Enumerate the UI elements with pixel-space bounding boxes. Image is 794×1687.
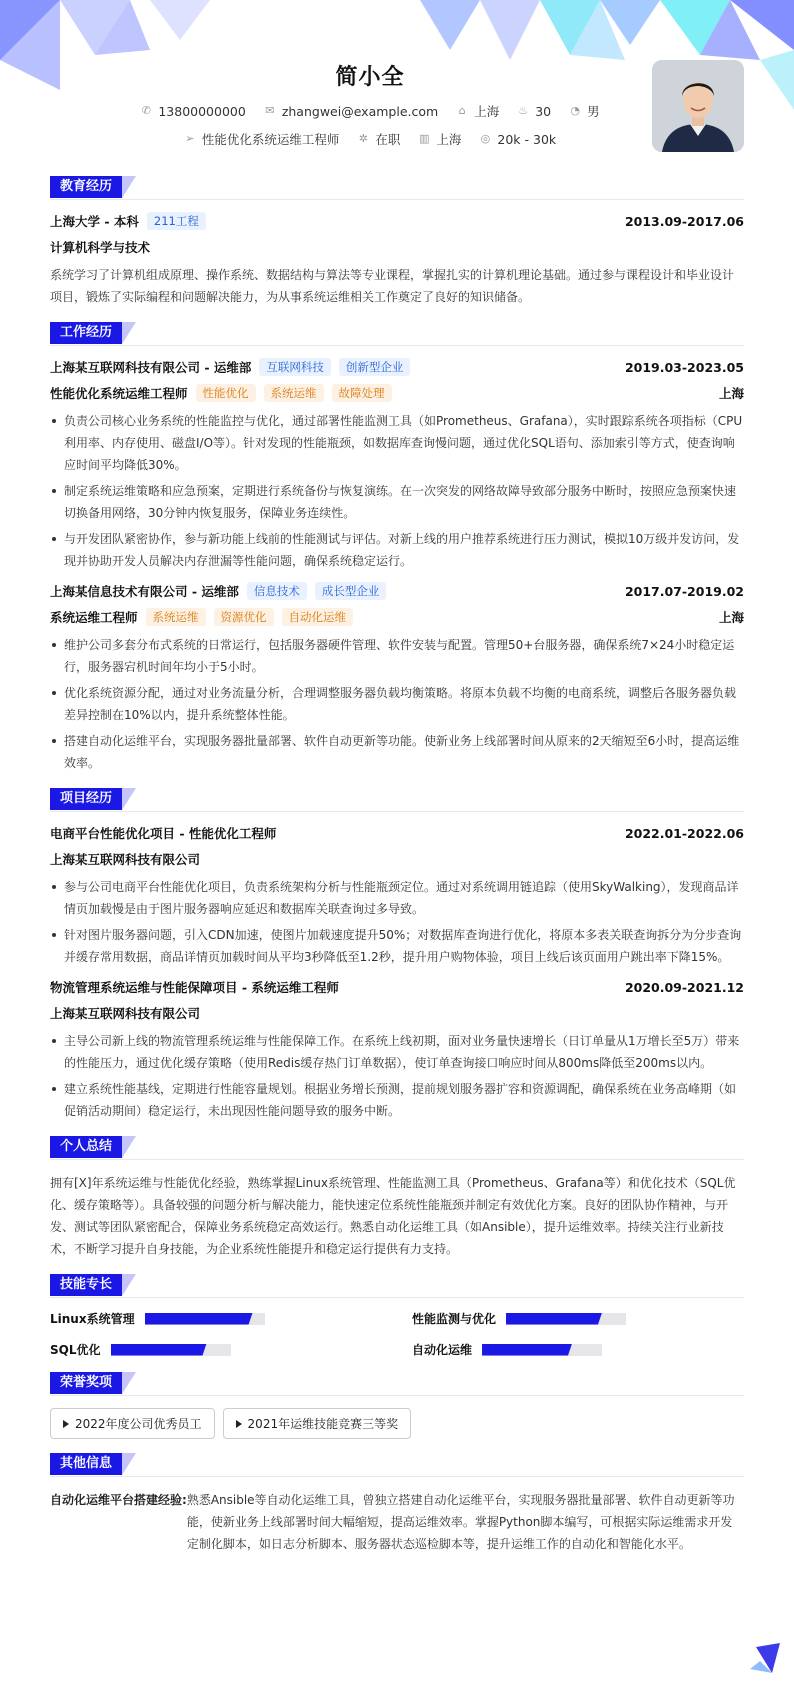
- other-text: 熟悉Ansible等自动化运维工具，曾独立搭建自动化运维平台，实现服务器批量部署、软件自动更新等功能，使新业务上线部署时间大幅缩短，提高运维效率。掌握Python脚本编写，可根据实际运维需求开发定制化脚本，如日志分析脚本、服务器状态巡检脚本等，提升运维工作的自动化和智能化水平。: [186, 1493, 735, 1551]
- phone-item: [140, 102, 245, 120]
- company-name: 上海某信息技术有限公司 - 运维部: [50, 584, 239, 599]
- phone-icon: ✆: [141, 104, 151, 117]
- salary-value: 20k - 30k: [497, 131, 557, 147]
- section-title: 教育经历: [50, 176, 122, 198]
- mail-icon: ✉: [265, 104, 275, 117]
- skill-bar-fill: [145, 1313, 253, 1325]
- skill-item: [412, 1341, 744, 1358]
- school-name: 上海大学 - 本科: [50, 214, 139, 229]
- skill-bar: [482, 1344, 602, 1356]
- job-period: 2019.03-2023.05: [624, 359, 744, 375]
- cake-icon: ♨: [518, 104, 529, 117]
- school-tag: 211工程: [147, 212, 206, 230]
- contact-row: [0, 102, 740, 120]
- city-item: [456, 102, 499, 120]
- avatar: [652, 60, 744, 152]
- resume-body: [50, 176, 744, 1569]
- job-entry: [50, 582, 744, 774]
- home-icon: ⌂: [458, 104, 466, 117]
- section-title: 项目经历: [50, 788, 122, 810]
- email-item: [264, 102, 438, 120]
- section-title: 工作经历: [50, 322, 122, 344]
- job-entry: [50, 358, 744, 572]
- project-period: 2022.01-2022.06: [624, 825, 744, 841]
- company-tag: 信息技术: [247, 582, 307, 600]
- award-item: [50, 1408, 215, 1439]
- project-entry: [50, 824, 744, 968]
- status-item: [357, 130, 400, 148]
- company-tag: 成长型企业: [315, 582, 387, 600]
- skill-tag: 系统运维: [146, 608, 206, 626]
- project-company: 上海某互联网科技有限公司: [50, 852, 201, 867]
- skill-tag: 系统运维: [264, 384, 324, 402]
- project-company: 上海某互联网科技有限公司: [50, 1006, 201, 1021]
- age-value: 30: [535, 103, 552, 119]
- send-icon: ➢: [185, 132, 195, 145]
- skill-item: [50, 1310, 382, 1327]
- project-bullet: 主导公司新上线的物流管理系统运维与性能保障工作。在系统上线初期，面对业务量快速增长（日订单量从1万增长至5万）带来的性能压力，通过优化缓存策略（使用Redis缓存热门订单数据），使订单查询接口响应时间从800ms降低至200ms以内。: [50, 1030, 744, 1074]
- project-bullet: 针对图片服务器问题，引入CDN加速，使图片加载速度提升50%；对数据库查询进行优化，将原本多表关联查询拆分为分步查询并缓存常用数据，商品详情页加载时间从平均3秒降低至1.2秒，提升用户购物体验，项目上线后该页面用户跳出率下降15%。: [50, 924, 744, 968]
- other-label: 自动化运维平台搭建经验:: [50, 1493, 187, 1507]
- money-icon: ◎: [480, 132, 491, 145]
- section-title: 技能专长: [50, 1274, 122, 1296]
- resume-header: [0, 0, 794, 170]
- project-name: 电商平台性能优化项目 - 性能优化工程师: [50, 826, 277, 841]
- phone-value: 13800000000: [158, 103, 246, 119]
- gender-item: [569, 102, 600, 120]
- projects-section: [50, 788, 744, 1122]
- summary-section: [50, 1136, 744, 1260]
- building-icon: ▥: [419, 132, 430, 145]
- skill-bar: [506, 1313, 626, 1325]
- award-name: 2022年度公司优秀员工: [75, 1417, 202, 1431]
- skill-tag: 自动化运维: [282, 608, 354, 626]
- skill-bar-fill: [111, 1344, 207, 1356]
- email-value: zhangwei@example.com: [281, 103, 439, 119]
- gender-value: 男: [587, 104, 600, 119]
- skill-name: SQL优化: [50, 1343, 101, 1357]
- skills-section: [50, 1274, 744, 1358]
- job-period: 2017.07-2019.02: [624, 583, 744, 599]
- award-name: 2021年运维技能竞赛三等奖: [247, 1417, 399, 1431]
- project-bullet: 参与公司电商平台性能优化项目，负责系统架构分析与性能瓶颈定位。通过对系统调用链追踪（使用SkyWalking），发现商品详情页加载慢是由于图片服务器响应延迟和数据库关联查询过多导致。: [50, 876, 744, 920]
- company-tag: 互联网科技: [259, 358, 331, 376]
- target-role-value: 性能优化系统运维工程师: [201, 132, 340, 147]
- education-description: 系统学习了计算机组成原理、操作系统、数据结构与算法等专业课程，掌握扎实的计算机理论基础。通过参与课程设计和毕业设计项目，锻炼了实际编程和问题解决能力，为从事系统运维相关工作奠定了良好的知识储备。: [50, 268, 735, 304]
- work-section: [50, 322, 744, 774]
- job-bullet: 优化系统资源分配，通过对业务流量分析，合理调整服务器负载均衡策略。将原本负载不均衡的电商系统，调整后各服务器负载差异控制在10%以内，提升系统整体性能。: [50, 682, 744, 726]
- section-title: 个人总结: [50, 1136, 122, 1158]
- avatar-portrait: [652, 60, 744, 152]
- skill-item: [50, 1341, 382, 1358]
- target-city-value: 上海: [436, 132, 462, 147]
- section-title: 其他信息: [50, 1453, 122, 1475]
- skill-tag: 资源优化: [214, 608, 274, 626]
- play-icon: [236, 1420, 242, 1428]
- section-title: 荣誉奖项: [50, 1372, 122, 1394]
- company-tag: 创新型企业: [339, 358, 411, 376]
- job-location: 上海: [718, 610, 744, 625]
- job-bullet: 负责公司核心业务系统的性能监控与优化，通过部署性能监测工具（如Prometheus、Grafana），实时跟踪系统各项指标（CPU利用率、内存使用、磁盘I/O等）。针对发现的性能瓶颈，如数据库查询慢问题，通过优化SQL语句、添加索引等方式，使查询响应时间平均降低30%。: [50, 410, 744, 476]
- candidate-name: 简小全: [335, 65, 405, 90]
- skill-name: 自动化运维: [412, 1343, 473, 1357]
- other-section: [50, 1453, 744, 1555]
- skill-item: [412, 1310, 744, 1327]
- job-bullet: 维护公司多套分布式系统的日常运行，包括服务器硬件管理、软件安装与配置。管理50+台服务器，确保系统7×24小时稳定运行，服务器宕机时间年均小于5小时。: [50, 634, 744, 678]
- skill-bar-fill: [506, 1313, 602, 1325]
- job-bullet: 搭建自动化运维平台，实现服务器批量部署、软件自动更新等功能。使新业务上线部署时间从原来的2天缩短至6小时，提高运维效率。: [50, 730, 744, 774]
- education-section: [50, 176, 744, 308]
- major-name: 计算机科学与技术: [50, 240, 151, 255]
- skill-name: Linux系统管理: [50, 1312, 135, 1326]
- skill-bar-fill: [482, 1344, 572, 1356]
- project-bullet: 建立系统性能基线，定期进行性能容量规划。根据业务增长预测，提前规划服务器扩容和资源调配，确保系统在业务高峰期（如促销活动期间）稳定运行，未出现因性能问题导致的服务中断。: [50, 1078, 744, 1122]
- project-entry: [50, 978, 744, 1122]
- skill-tag: 性能优化: [196, 384, 256, 402]
- skill-name: 性能监测与优化: [412, 1312, 497, 1326]
- job-role: 性能优化系统运维工程师: [50, 386, 188, 401]
- gender-icon: ◔: [570, 104, 580, 117]
- education-period: 2013.09-2017.06: [624, 213, 744, 229]
- job-bullet: 与开发团队紧密协作，参与新功能上线前的性能测试与评估。对新上线的用户推荐系统进行压力测试，模拟10万级并发访问，发现并协助开发人员解决内存泄漏等性能问题，确保系统稳定运行。: [50, 528, 744, 572]
- skill-bar: [145, 1313, 265, 1325]
- project-name: 物流管理系统运维与性能保障项目 - 系统运维工程师: [50, 980, 339, 995]
- skill-tag: 故障处理: [332, 384, 392, 402]
- company-name: 上海某互联网科技有限公司 - 运维部: [50, 360, 252, 375]
- summary-text: 拥有[X]年系统运维与性能优化经验，熟练掌握Linux系统管理、性能监测工具（Prometheus、Grafana等）和优化技术（SQL优化、缓存策略等）。具备较强的问题分析与解决能力，能快速定位系统性能瓶颈并制定有效优化方案。良好的团队协作精神，与开发、测试等团队紧密配合，保障业务系统稳定高效运行。熟悉自动化运维工具（如Ansible），提升运维效率。持续关注行业新技术，不断学习提升自身技能，为企业系统性能提升和稳定运行提供有力支持。: [50, 1176, 736, 1256]
- city-value: 上海: [474, 104, 500, 119]
- job-role: 系统运维工程师: [50, 610, 138, 625]
- salary-item: [479, 130, 556, 148]
- awards-section: [50, 1372, 744, 1439]
- status-value: 在职: [375, 132, 401, 147]
- footer-triangle-decoration: [746, 1639, 786, 1679]
- status-icon: ✲: [358, 132, 368, 145]
- play-icon: [63, 1420, 69, 1428]
- job-location: 上海: [718, 386, 744, 401]
- target-role-item: [184, 130, 340, 148]
- award-item: [223, 1408, 412, 1439]
- skill-bar: [111, 1344, 231, 1356]
- age-item: [517, 102, 551, 120]
- job-bullet: 制定系统运维策略和应急预案，定期进行系统备份与恢复演练。在一次突发的网络故障导致部分服务中断时，按照应急预案快速切换备用网络，30分钟内恢复服务，保障业务连续性。: [50, 480, 744, 524]
- job-intent-row: [0, 130, 740, 148]
- project-period: 2020.09-2021.12: [624, 979, 744, 995]
- target-city-item: [418, 130, 461, 148]
